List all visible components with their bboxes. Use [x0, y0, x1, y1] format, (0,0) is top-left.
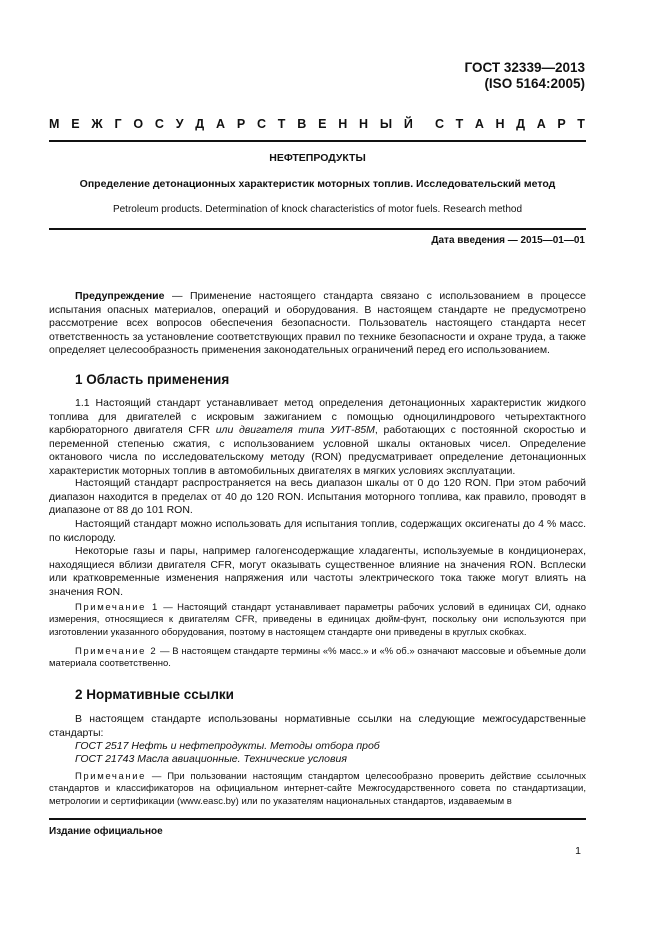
range-paragraph: Настоящий стандарт распространяется на весь диапазон шкалы от 0 до 120 RON. При этом рабочий диапазон находится в пределах от 40 до 120 RON. Испытания моторного топлива, как правило, проводят в диапазоне от 88 до 101 RON. — [49, 477, 586, 517]
banner-word-standard — [435, 117, 585, 131]
banner-letter: М — [49, 117, 60, 131]
paragraph-italic-text: или двигателя типа УИТ-85М — [215, 424, 375, 437]
oxygenates-paragraph: Настоящий стандарт можно использовать для испытания топлив, содержащих оксигенаты до 4 % масс. по кислороду. — [49, 518, 586, 544]
section-1-heading: 1 Область применения — [75, 372, 230, 387]
banner-letter: В — [297, 117, 307, 131]
paragraph-text: 1.1 Настоящий стандарт устанавливает метод определения детонационных характеристик жидкого топлива для двигателей с искровым зажиганием с помощью одноцилиндрового четырехтактного карбюраторного двигателя CFR — [49, 397, 586, 437]
reference-item: ГОСТ 2517 Нефть и нефтепродукты. Методы отбора проб — [75, 740, 380, 752]
banner-letter: Н — [495, 117, 505, 131]
note-label: Примечание 2 — [75, 646, 158, 657]
banner-letter: У — [175, 117, 184, 131]
top-divider — [49, 140, 586, 142]
banner-letter: Т — [455, 117, 464, 131]
note-label: Примечание 1 — [75, 602, 159, 613]
banner-letter: Г — [114, 117, 122, 131]
note-1 — [49, 602, 586, 639]
banner-letter: А — [216, 117, 226, 131]
warning-paragraph — [49, 290, 586, 358]
standard-number: ГОСТ 32339—2013 — [464, 60, 585, 75]
note-2 — [49, 646, 586, 671]
document-title: НЕФТЕПРОДУКТЫ — [269, 152, 366, 164]
banner-letter: Т — [277, 117, 286, 131]
interference-paragraph: Некоторые газы и пары, например галогенсодержащие хладагенты, используемые в кондиционерах, находящиеся вблизи двигателя CFR, могут оказывать существенное влияние на значения RON. Всплески или кратковременные изменения напряжения или частоты электрического тока также могут влиять на значения RON. — [49, 545, 586, 598]
banner-letter: Ж — [91, 117, 103, 131]
references-intro: В настоящем стандарте использованы нормативные ссылки на следующие межгосударственные стандарты: — [49, 713, 586, 739]
banner-letter: А — [536, 117, 546, 131]
note-text: — Настоящий стандарт устанавливает параметры рабочих условий в единицах СИ, однако измерения, относящиеся к двигателям CFR, приведены в единицах дюйм-фунт, поскольку они используются при изготовлении указанного оборудования, поэтому в настоящем стандарте они приведены в круглых скобках. — [49, 602, 586, 638]
english-title: Petroleum products. Determination of knock characteristics of motor fuels. Research method — [112, 204, 523, 215]
banner-letter: А — [474, 117, 484, 131]
banner-letter: Д — [195, 117, 205, 131]
banner-letter: Е — [318, 117, 327, 131]
note-text: — В настоящем стандарте термины «% масс.» и «% об.» означают массовые и объемные доли материала соответственно. — [49, 646, 586, 670]
official-edition-label: Издание официальное — [49, 826, 163, 837]
reference-item: ГОСТ 21743 Масла авиационные. Технические условия — [75, 753, 347, 765]
page-number: 1 — [575, 845, 581, 857]
paragraph-text: , работающих с постоянной скоростью и переменной степенью сжатия, с использованием условной шкалы октановых чисел. Определение октанового числа по исследовательскому методу (RON) предусматривает определение детонационных характеристик моторных топлив в автомобильных двигателях в мягких условиях эксплуатации. — [49, 424, 586, 477]
interstate-standard-banner — [49, 117, 585, 131]
banner-letter: Й — [403, 117, 413, 131]
banner-letter: Н — [359, 117, 369, 131]
iso-number: (ISO 5164:2005) — [484, 76, 585, 91]
standard-designation — [465, 60, 585, 92]
banner-letter: Р — [557, 117, 566, 131]
banner-letter: О — [133, 117, 144, 131]
title-divider — [49, 228, 586, 230]
document-subtitle: Определение детонационных характеристик моторных топлив. Исследовательский метод — [79, 178, 556, 190]
banner-letter: Н — [338, 117, 348, 131]
references-note — [49, 771, 586, 808]
warning-text: — Применение настоящего стандарта связано с использованием в процессе испытания опасных материалов, операций и оборудования. В настоящем стандарте не предусмотрено рассмотрение всех вопросов обеспечения безопасности. Пользователь настоящего стандарта несет ответственность за установление соответствующих правил по технике безопасности и охране труда, а также определяет целесообразность применения законодательных ограничений перед его использованием. — [49, 290, 586, 357]
banner-letter: Д — [516, 117, 526, 131]
section-1-1-paragraph — [49, 397, 586, 479]
section-2-heading: 2 Нормативные ссылки — [75, 687, 234, 702]
banner-letter: Е — [71, 117, 80, 131]
banner-letter: С — [256, 117, 266, 131]
banner-word-interstate — [49, 117, 413, 131]
note-text: — При пользовании настоящим стандартом целесообразно проверить действие ссылочных стандартов и классификаторов на официальном интернет-сайте Межгосударственного совета по стандартизации, метрологии и сертификации (www.easc.by) или по указателям национальных стандартов, издаваемым в — [49, 771, 586, 807]
note-label: Примечание — [75, 771, 146, 782]
warning-label: Предупреждение — [75, 290, 165, 302]
effective-date: Дата введения — 2015—01—01 — [431, 235, 585, 246]
banner-letter: Т — [577, 117, 585, 131]
banner-letter: Ы — [379, 117, 393, 131]
banner-letter: С — [154, 117, 164, 131]
footer-divider — [49, 818, 586, 820]
banner-letter: С — [435, 117, 445, 131]
banner-letter: Р — [236, 117, 246, 131]
